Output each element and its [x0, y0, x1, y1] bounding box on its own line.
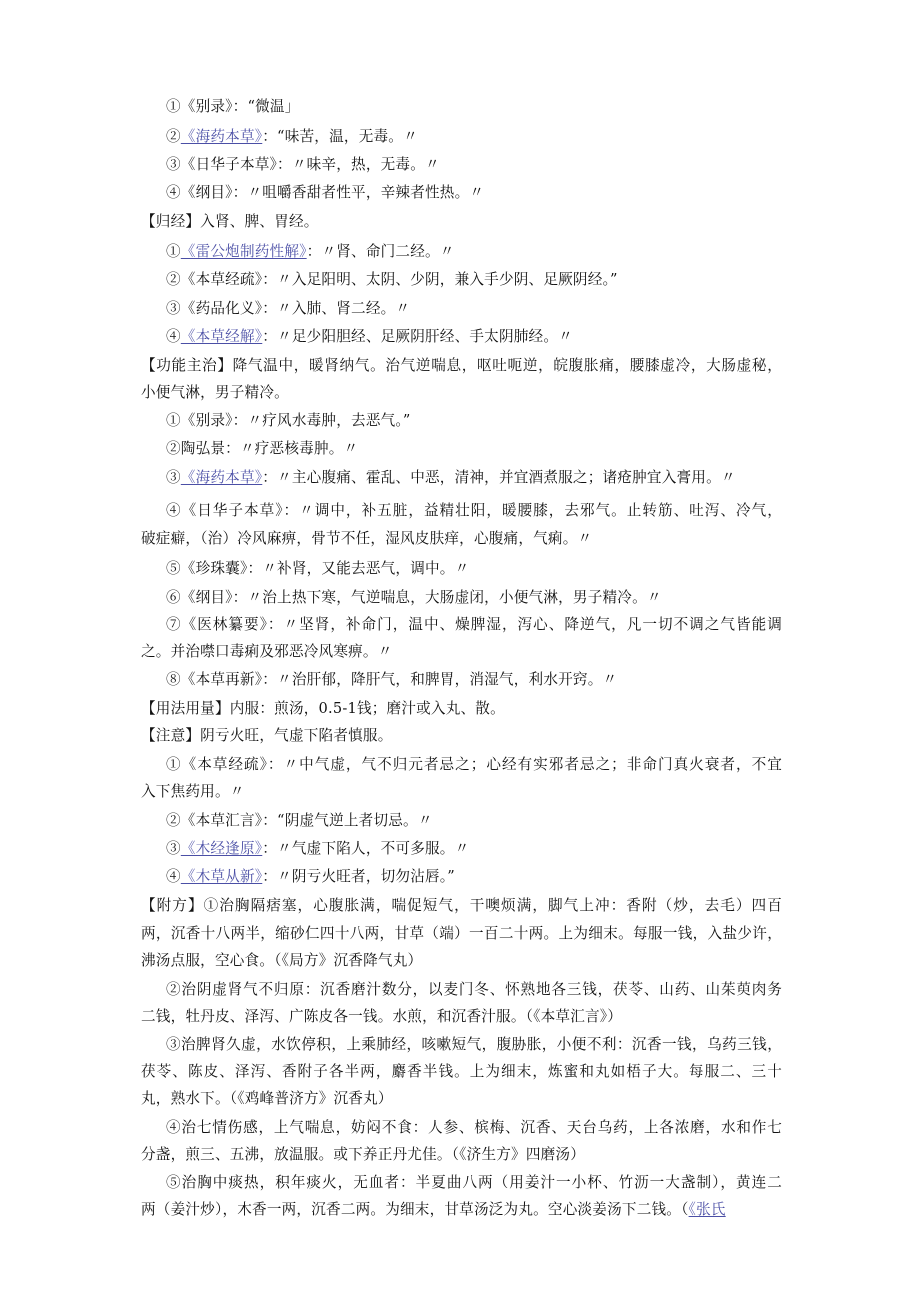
- text-run: ④《日华子本草》：〃调中，补五脏，益精壮阳，暖腰膝，去邪气。止转筋、吐泻、冷气，: [166, 502, 782, 519]
- text-line: [166, 128, 418, 146]
- text-run: 【附方】①治胸隔痞塞，心腹胀满，喘促短气，干噢烦满，脚气上冲：香附（炒，去毛）四百: [141, 897, 782, 914]
- text-run: 【功能主治】降气温中，暖肾纳气。治气逆喘息，呕吐呃逆，皖腹胀痛，腰膝虚冷，大肠虚秘，: [141, 357, 782, 374]
- text-line: [166, 412, 411, 430]
- text-line: [141, 643, 393, 661]
- text-run: 沸汤点服，空心食。（《局方》沉香降气丸）: [141, 952, 423, 969]
- text-line: [141, 1146, 585, 1164]
- text-run: ③《药品化义》：〃入肺、肾二经。〃: [166, 300, 411, 317]
- text-line: [141, 952, 422, 970]
- text-run: 破症癖，（治）冷风麻痹，骨节不任，湿风皮肤痒，心腹痛，气痢。〃: [141, 530, 593, 547]
- text-line: [166, 469, 736, 487]
- source-link[interactable]: 《木经逢原》: [180, 840, 263, 857]
- text-run: ①: [166, 243, 181, 260]
- text-line: [141, 897, 782, 915]
- text-line: [166, 868, 455, 886]
- text-line: [141, 357, 782, 375]
- text-line: [141, 925, 782, 943]
- text-run: ①《别录》：〃疗风水毒肿，去恶气。”: [166, 412, 411, 429]
- text-run: 分盏，煎三、五沸，放温服。或下养正丹尤佳。（《济生方》四磨汤）: [141, 1146, 586, 1163]
- text-run: ①《本草经疏》：〃中气虚，气不归元者忌之；心经有实邪者忌之；非命门真火衰者，不宜: [166, 756, 782, 773]
- text-line: [166, 1036, 782, 1054]
- source-link[interactable]: 《张氏: [688, 1201, 726, 1218]
- text-run: 小便气淋，男子精冷。: [141, 384, 289, 401]
- text-line: [141, 1063, 782, 1081]
- text-run: ②: [166, 128, 181, 145]
- text-run: 两，沉香十八两半，缩砂仁四十八两，甘草（端）一百二十两。上为细末。每服一钱，入盐少许，: [141, 925, 782, 942]
- source-link[interactable]: 《木草从新》: [180, 868, 263, 885]
- text-run: 之。并治噤口毒痢及邪恶冷风寒痹。〃: [141, 643, 393, 660]
- text-run: ⑦《医林纂要》：〃坚肾，补命门，温中、燥脾湿，泻心、降逆气，凡一切不调之气皆能调: [166, 616, 782, 633]
- text-run: ②治阴虚肾气不归原：沉香磨汁数分，以麦门冬、怀熟地各三钱，茯苓、山药、山茱萸肉务: [166, 981, 782, 998]
- text-line: [166, 981, 782, 999]
- text-line: [166, 328, 573, 346]
- text-line: [166, 560, 469, 578]
- text-line: [141, 1201, 726, 1219]
- text-line: [166, 440, 358, 458]
- text-run: ②《本草汇言》：“阴虚气逆上者切忌。〃: [166, 812, 433, 829]
- text-line: [166, 840, 469, 858]
- text-run: ⑧《本草再新》：〃治肝郁，降肝气，和脾胃，消湿气，利水开窍。〃: [166, 671, 618, 688]
- text-run: ④治七情伤感，上气喘息，妨闷不食：人参、槟梅、沉香、天台乌药，上各浓磨，水和作七: [166, 1119, 782, 1136]
- text-run: ③《日华子本草》：〃味辛，热，无毒。〃: [166, 156, 440, 173]
- text-run: 二钱，牡丹皮、泽泻、广陈皮各一钱。水煎，和沉香汁服。（《本草汇言》）: [141, 1008, 623, 1025]
- text-run: ①《别录》：“微温」: [166, 98, 300, 115]
- text-line: [141, 783, 245, 801]
- text-line: [166, 98, 300, 116]
- text-line: [166, 243, 455, 261]
- text-run: 两（姜汁炒），木香一两，沉香二两。为细末，甘草汤泛为丸。空心淡姜汤下二钱。（: [141, 1201, 689, 1218]
- text-run: 茯苓、陈皮、泽泻、香附子各半两，麝香半钱。上为细末，炼蜜和丸如梧子大。每服二、三十: [141, 1063, 782, 1080]
- text-line: [141, 1090, 393, 1108]
- text-line: [166, 271, 618, 289]
- text-run: ：〃足少阳胆经、足厥阴肝经、手太阴肺经。〃: [262, 328, 573, 345]
- source-link[interactable]: 《本草经解》: [180, 328, 263, 345]
- text-run: 入下焦药用。〃: [141, 783, 245, 800]
- text-line: [166, 812, 433, 830]
- text-line: [166, 502, 782, 520]
- text-run: ：〃阴亏火旺者，切勿沾唇。”: [262, 868, 455, 885]
- text-run: ③: [166, 840, 181, 857]
- text-line: [166, 184, 484, 202]
- text-run: ②《本草经疏》：〃入足阳明、太阴、少阴，兼入手少阴、足厥阴经。”: [166, 271, 618, 288]
- text-line: [166, 1119, 782, 1137]
- text-run: 【注意】阴亏火旺，气虚下陷者慎服。: [141, 727, 393, 744]
- text-run: ⑥《纲目》：〃治上热下寒，气逆喘息，大肠虚闭，小便气淋，男子精冷。〃: [166, 589, 662, 606]
- text-run: ⑤《珍珠囊》：〃补肾，又能去恶气，调中。〃: [166, 560, 470, 577]
- text-line: [141, 727, 393, 745]
- text-run: ④: [166, 868, 181, 885]
- text-run: ④: [166, 328, 181, 345]
- text-line: [166, 589, 662, 607]
- text-line: [166, 671, 617, 689]
- text-line: [141, 530, 592, 548]
- text-run: ③: [166, 469, 181, 486]
- text-run: ：〃主心腹痛、霍乱、中恶，清神，并宜酒煮服之；诸疮肿宜入膏用。〃: [262, 469, 736, 486]
- text-run: ：〃气虚下陷人，不可多服。〃: [262, 840, 470, 857]
- text-line: [141, 1008, 622, 1026]
- text-line: [141, 384, 289, 402]
- text-line: [166, 616, 782, 634]
- text-run: ：〃肾、命门二经。〃: [306, 243, 455, 260]
- text-line: [141, 700, 505, 718]
- text-line: [166, 156, 440, 174]
- text-line: [141, 213, 319, 231]
- text-run: ③治脾肾久虚，水饮停积，上乘肺经，咳嗽短气，腹胁胀，小便不利：沉香一钱，乌药三钱，: [166, 1036, 782, 1053]
- text-line: [166, 300, 410, 318]
- source-link[interactable]: 《雷公炮制药性解》: [180, 243, 307, 260]
- text-run: 【用法用量】内服：煎汤，0.5-1钱；磨汁或入丸、散。: [141, 700, 505, 717]
- text-line: [166, 1174, 782, 1192]
- source-link[interactable]: 《海药本草》: [180, 128, 263, 145]
- text-run: 丸，熟水下。（《鸡峰普济方》沉香丸）: [141, 1090, 393, 1107]
- source-link[interactable]: 《海药本草》: [180, 469, 263, 486]
- text-run: 【归经】入肾、脾、胃经。: [141, 213, 319, 230]
- text-run: ④《纲目》：〃咀嚼香甜者性平，辛辣者性热。〃: [166, 184, 485, 201]
- text-run: ：“味苦，温，无毒。〃: [262, 128, 418, 145]
- text-run: ⑤治胸中痰热，积年痰火，无血者：半夏曲八两（用姜汁一小杯、竹沥一大盏制），黄连二: [166, 1174, 782, 1191]
- text-run: ②陶弘景：〃疗恶核毒肿。〃: [166, 440, 359, 457]
- text-line: [166, 756, 782, 774]
